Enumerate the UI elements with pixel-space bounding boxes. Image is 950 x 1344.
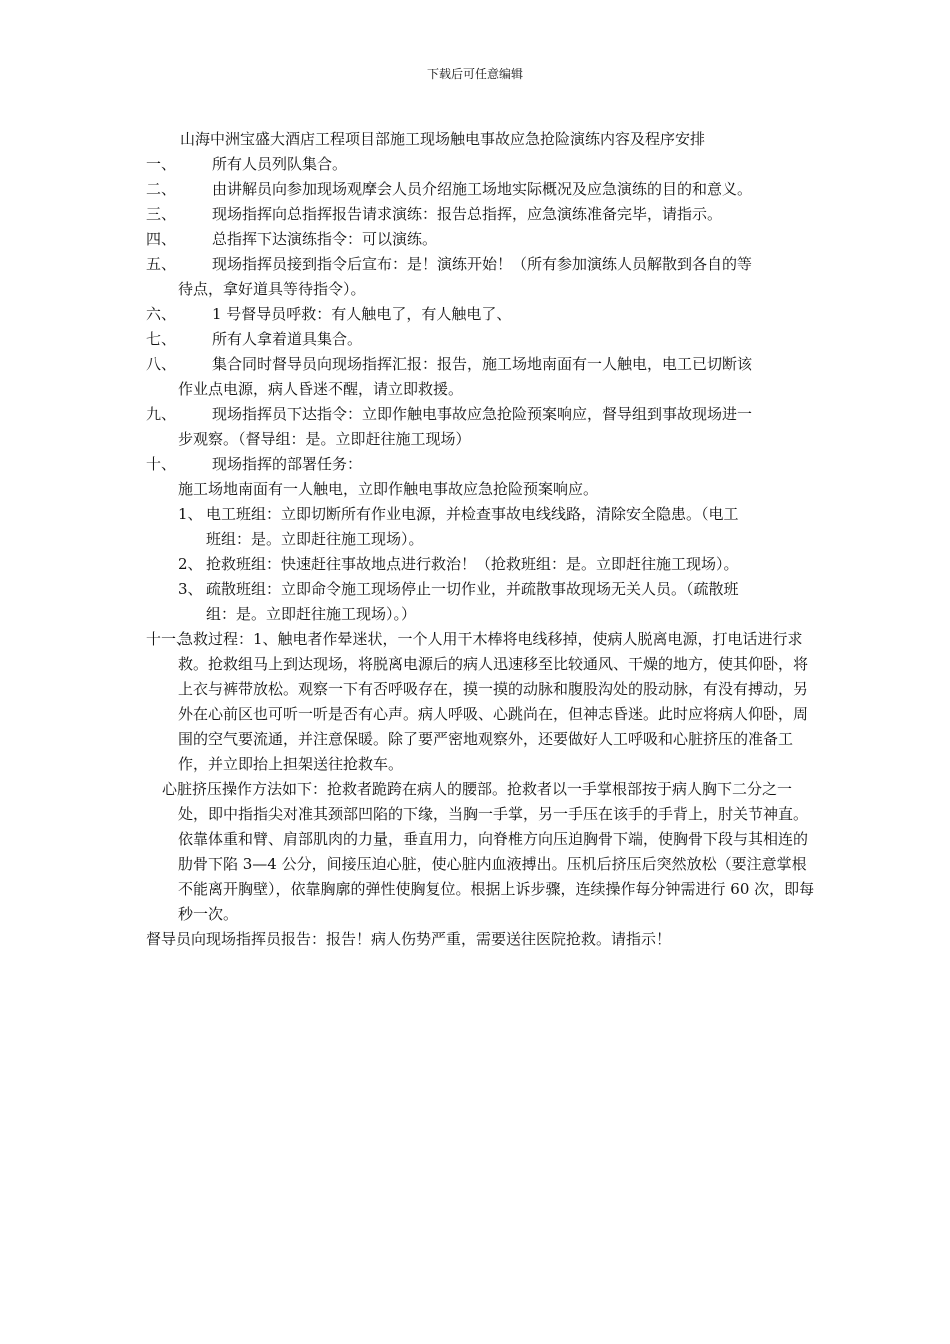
- list-item-9: [146, 402, 820, 452]
- list-text: 总指挥下达演练指令：可以演练。: [212, 230, 438, 248]
- list-number: 九、: [146, 405, 177, 423]
- list-item-5: [146, 252, 820, 302]
- sub-text: 电工班组：立即切断所有作业电源，并检查事故电线线路，清除安全隐患。（电工: [206, 505, 739, 523]
- list-number: 六、: [146, 305, 177, 323]
- sub-text-continued: 班组：是。立即赶往施工现场）。: [206, 530, 424, 548]
- list-item-4: [146, 227, 820, 252]
- list-number: 四、: [146, 230, 177, 248]
- cpr-paragraph: 心脏挤压操作方法如下：抢救者跪跨在病人的腰部。抢救者以一手掌根部按于病人胸下二分之一处，即中指指尖对准其颈部凹陷的下缘，当胸一手掌，另一手压在该手的手背上，肘关节神直。依靠体重和臂、肩部肌肉的力量，垂直用力，向脊椎方向压迫胸骨下端，使胸骨下段与其相连的肋骨下陷 3—4 公分，间接压迫心脏，使心脏内血液搏出。压机后挤压后突然放松（要注意掌根不能离开胸壁），依靠胸廓的弹性使胸复位。根据上诉步骤，连续操作每分钟需进行 60 次，即每秒一次。: [162, 780, 815, 923]
- list-item-1: [146, 152, 820, 177]
- document-title: 山海中洲宝盛大酒店工程项目部施工现场触电事故应急抢险演练内容及程序安排: [180, 130, 706, 148]
- list-item-8: [146, 352, 820, 402]
- sub-text: 疏散班组：立即命令施工现场停止一切作业，并疏散事故现场无关人员。（疏散班: [206, 580, 739, 598]
- list-text-continued: 作业点电源，病人昏迷不醒，请立即救援。: [178, 380, 464, 398]
- sub-number: 1、: [178, 505, 203, 523]
- list-text: 所有人拿着道具集合。: [212, 330, 363, 348]
- list-number: 八、: [146, 355, 177, 373]
- list-text-continued: 待点，拿好道具等待指令）。: [178, 280, 366, 298]
- list-number: 十、: [146, 455, 177, 473]
- page-header: 下载后可任意编辑: [426, 67, 523, 81]
- final-report: 督导员向现场指挥员报告：报告！病人伤势严重，需要送往医院抢救。请指示！: [146, 930, 672, 948]
- sub-number: 3、: [178, 580, 203, 598]
- list-text: 集合同时督导员向现场指挥汇报：报告，施工场地南面有一人触电，电工已切断该: [212, 355, 753, 373]
- sub-text-continued: 组：是。立即赶往施工现场）。）: [206, 605, 417, 623]
- list-number: 一、: [146, 155, 177, 173]
- sub-item-3: [146, 577, 820, 627]
- list-number: 三、: [146, 205, 177, 223]
- sub-text: 抢救班组：快速赶往事故地点进行救治！（抢救班组：是。立即赶往施工现场）。: [206, 555, 739, 573]
- list-text: 现场指挥员下达指令：立即作触电事故应急抢险预案响应，督导组到事故现场进一: [212, 405, 753, 423]
- list-text: 1 号督导员呼救：有人触电了，有人触电了、: [212, 305, 512, 323]
- sub-item-1: [146, 502, 820, 552]
- deployment-paragraph: 施工场地南面有一人触电，立即作触电事故应急抢险预案响应。: [178, 480, 599, 498]
- list-text-continued: 步观察。（督导组：是。立即赶往施工现场）: [178, 430, 471, 448]
- first-aid-text: 急救过程：1、触电者作晕迷状，一个人用干木棒将电线移掉，使病人脱离电源，打电话进行求救。抢救组马上到达现场，将脱离电源后的病人迅速移至比较通风、干燥的地方，使其仰卧，将上衣与裤带放松。观察一下有否呼吸存在，摸一摸的动脉和腹股沟处的股动脉，有没有搏动，另外在心前区也可听一听是否有心声。病人呼吸、心跳尚在，但神志昏迷。此时应将病人仰卧，周围的空气要流通，并注意保暖。除了要严密地观察外，还要做好人工呼吸和心脏挤压的准备工作，并立即抬上担架送往抢救车。: [178, 630, 809, 773]
- list-number: 十一、: [146, 630, 192, 648]
- list-text: 现场指挥向总指挥报告请求演练：报告总指挥，应急演练准备完毕，请指示。: [212, 205, 723, 223]
- list-text: 由讲解员向参加现场观摩会人员介绍施工场地实际概况及应急演练的目的和意义。: [212, 180, 753, 198]
- list-item-7: [146, 327, 820, 352]
- list-text: 现场指挥的部署任务：: [212, 455, 363, 473]
- list-item-10: [146, 452, 820, 477]
- list-text: 现场指挥员接到指令后宣布：是！演练开始！（所有参加演练人员解散到各自的等: [212, 255, 753, 273]
- sub-item-2: [146, 552, 820, 577]
- sub-number: 2、: [178, 555, 203, 573]
- document-body: [146, 127, 820, 952]
- list-number: 二、: [146, 180, 177, 198]
- list-item-6: [146, 302, 820, 327]
- list-number: 七、: [146, 330, 177, 348]
- list-item-11: [146, 627, 820, 777]
- list-number: 五、: [146, 255, 177, 273]
- list-text: 所有人员列队集合。: [212, 155, 348, 173]
- list-item-3: [146, 202, 820, 227]
- list-item-2: [146, 177, 820, 202]
